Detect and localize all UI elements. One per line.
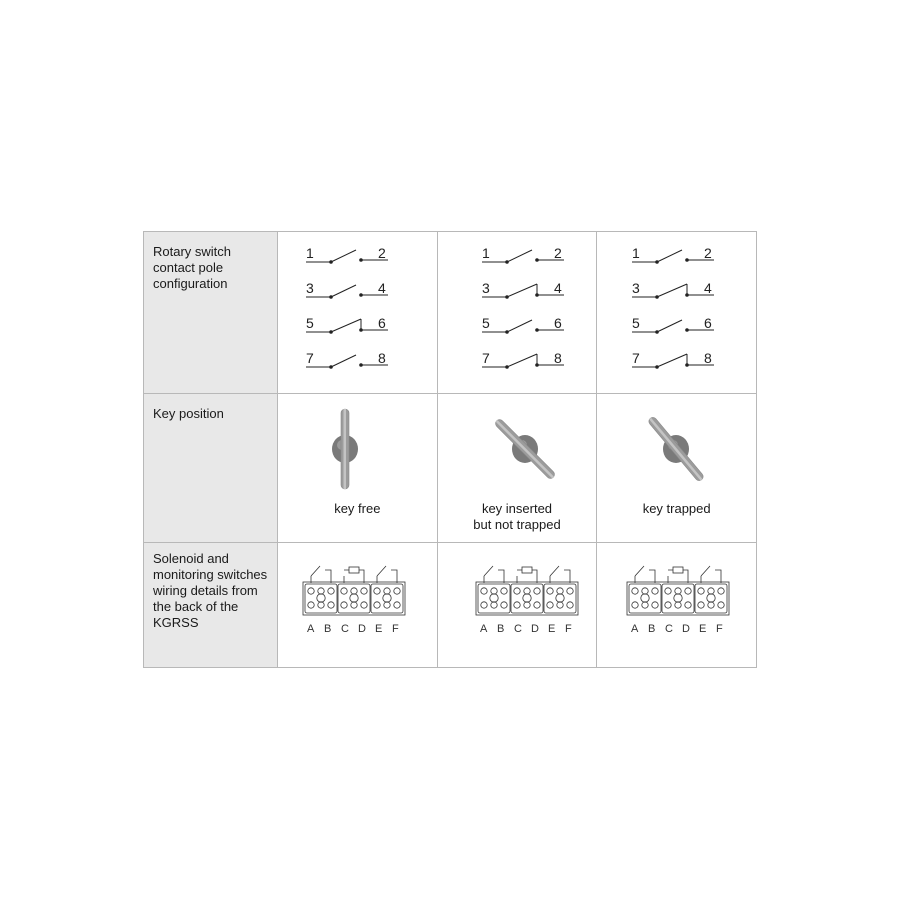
wiring-cell-3	[597, 542, 757, 667]
contact-number: 5	[632, 315, 641, 331]
contact-blade	[507, 320, 532, 332]
contact-number: 7	[306, 350, 314, 366]
screw-terminal	[718, 601, 724, 607]
screw-terminal	[513, 587, 519, 593]
contact-pair	[306, 245, 388, 264]
screw-terminal	[394, 601, 400, 607]
screw-terminal	[384, 587, 390, 593]
key-shaft-highlight	[649, 418, 702, 481]
contact-pair	[306, 350, 388, 369]
center-terminal	[641, 593, 649, 601]
solenoid-coil	[522, 567, 532, 573]
contact-pair	[306, 315, 388, 334]
solenoid-coil	[673, 567, 683, 573]
terminal-block	[627, 582, 729, 615]
screw-terminal	[328, 601, 334, 607]
contact-pair	[482, 245, 564, 264]
contact-blade	[331, 285, 356, 297]
terminal-block	[476, 582, 578, 615]
screw-terminal	[341, 587, 347, 593]
contact-number: 3	[632, 280, 641, 296]
contact-pair	[306, 280, 388, 299]
solenoid-coil	[349, 567, 359, 573]
contact-number: 1	[306, 245, 314, 261]
contact-number: 8	[378, 350, 386, 366]
screw-terminal	[523, 587, 529, 593]
terminal-letter: B	[324, 622, 332, 635]
contact-number: 6	[704, 315, 713, 331]
key-inserted-icon	[438, 394, 615, 494]
key-caption-line: key inserted	[481, 501, 553, 517]
screw-terminal	[652, 587, 658, 593]
center-terminal	[317, 593, 325, 601]
contact-number: 5	[306, 315, 314, 331]
screw-terminal	[513, 601, 519, 607]
contact-diagram	[438, 232, 615, 394]
screw-terminal	[308, 587, 314, 593]
screw-terminal	[556, 587, 562, 593]
row-label-cell	[144, 542, 278, 667]
key-caption	[597, 501, 756, 517]
screw-terminal	[675, 601, 681, 607]
terminal-letter: B	[648, 622, 656, 635]
key-shaft-highlight	[344, 409, 347, 489]
key-shaft-icon	[341, 409, 349, 489]
screw-terminal	[566, 601, 572, 607]
key-caption	[278, 501, 437, 517]
monitoring-switch	[377, 566, 397, 576]
contact-pair	[632, 245, 714, 264]
contact-blade	[657, 320, 682, 332]
center-terminal	[383, 593, 391, 601]
screw-terminal	[480, 601, 486, 607]
contact-pair	[632, 350, 714, 369]
screw-terminal	[490, 587, 496, 593]
screw-terminal	[546, 587, 552, 593]
contact-pair	[632, 280, 714, 299]
screw-terminal	[480, 587, 486, 593]
contact-number: 4	[553, 280, 562, 296]
screw-terminal	[361, 601, 367, 607]
terminal-block	[303, 582, 405, 615]
terminal-letter: A	[307, 622, 315, 635]
terminal-letter: F	[392, 622, 399, 635]
screw-terminal	[665, 601, 671, 607]
key-caption-line: key free	[334, 501, 381, 517]
key-trapped-icon	[597, 394, 744, 494]
monitoring-switch	[311, 566, 331, 576]
contact-blade	[507, 354, 537, 367]
contact-diagram	[278, 232, 433, 394]
key-shaft-icon	[494, 418, 556, 480]
contacts-cell-1	[278, 232, 438, 394]
screw-terminal	[652, 601, 658, 607]
terminal-block-diagram	[597, 543, 744, 668]
screw-terminal	[490, 601, 496, 607]
terminal-letter: A	[631, 622, 639, 635]
screw-terminal	[361, 587, 367, 593]
center-terminal	[674, 593, 682, 601]
contact-number: 8	[704, 350, 713, 366]
terminal-letter: D	[358, 622, 366, 635]
screw-terminal	[308, 601, 314, 607]
center-terminal	[350, 593, 358, 601]
contact-blade	[507, 284, 537, 297]
screw-terminal	[546, 601, 552, 607]
key-caption	[438, 501, 597, 533]
key-caption-line: key trapped	[642, 501, 711, 517]
screw-terminal	[566, 587, 572, 593]
screw-terminal	[351, 587, 357, 593]
contact-pair	[632, 315, 714, 334]
contact-blade	[331, 250, 356, 262]
contact-pair	[482, 280, 564, 299]
screw-terminal	[632, 601, 638, 607]
screw-terminal	[675, 587, 681, 593]
contact-blade	[657, 284, 687, 297]
terminal-block-diagram	[278, 543, 433, 668]
key-shaft-icon	[648, 416, 706, 482]
contacts-cell-2	[437, 232, 597, 394]
terminal-letter: F	[564, 622, 572, 635]
screw-terminal	[665, 587, 671, 593]
terminal-letter: E	[375, 622, 383, 635]
contact-number: 3	[481, 280, 490, 296]
contact-blade	[331, 319, 361, 332]
screw-terminal	[351, 601, 357, 607]
screw-terminal	[318, 601, 324, 607]
wiring-cell-1	[278, 542, 438, 667]
terminal-letter: B	[496, 622, 504, 635]
contact-number: 4	[704, 280, 713, 296]
contact-number: 2	[704, 245, 713, 261]
screw-terminal	[500, 601, 506, 607]
monitoring-switch	[550, 566, 570, 576]
contact-number: 7	[481, 350, 490, 366]
terminal-letter: E	[547, 622, 555, 635]
terminal-letter: C	[513, 622, 522, 635]
screw-terminal	[384, 601, 390, 607]
contact-number: 3	[306, 280, 314, 296]
contact-diagram	[597, 232, 744, 394]
contact-number: 4	[378, 280, 386, 296]
terminal-letter: C	[341, 622, 349, 635]
contact-number: 6	[553, 315, 562, 331]
contact-number: 7	[632, 350, 641, 366]
monitoring-switch	[701, 566, 721, 576]
screw-terminal	[556, 601, 562, 607]
row-label-cell	[144, 394, 278, 542]
contact-blade	[507, 250, 532, 262]
wiring-row-label: Solenoid and monitoring switches wiring details from the back of the KGRSS	[153, 550, 268, 630]
center-terminal	[707, 593, 715, 601]
screw-terminal	[698, 587, 704, 593]
center-terminal	[489, 593, 497, 601]
contact-pair	[482, 315, 564, 334]
screw-terminal	[685, 587, 691, 593]
screw-terminal	[718, 587, 724, 593]
screw-terminal	[500, 587, 506, 593]
contacts-cell-3	[597, 232, 757, 394]
contact-number: 2	[553, 245, 562, 261]
screw-terminal	[642, 587, 648, 593]
contact-number: 1	[632, 245, 641, 261]
wiring-cell-2	[437, 542, 597, 667]
terminal-letter: C	[665, 622, 674, 635]
center-terminal	[522, 593, 530, 601]
contact-blade	[657, 250, 682, 262]
terminal-letter: A	[479, 622, 487, 635]
key-row-label: Key position	[153, 406, 224, 422]
terminal-letter: F	[716, 622, 724, 635]
screw-terminal	[318, 587, 324, 593]
screw-terminal	[708, 587, 714, 593]
screw-terminal	[708, 601, 714, 607]
screw-terminal	[533, 601, 539, 607]
screw-terminal	[533, 587, 539, 593]
terminal-block-diagram	[438, 543, 615, 668]
screw-terminal	[685, 601, 691, 607]
screw-terminal	[374, 587, 380, 593]
screw-terminal	[642, 601, 648, 607]
contact-blade	[657, 354, 687, 367]
monitoring-switch	[635, 566, 655, 576]
contact-number: 2	[378, 245, 386, 261]
row-label-cell	[144, 232, 278, 394]
terminal-letter: D	[530, 622, 539, 635]
contact-number: 5	[481, 315, 490, 331]
contact-blade	[331, 355, 356, 367]
contact-number: 6	[378, 315, 386, 331]
screw-terminal	[374, 601, 380, 607]
key-shaft-highlight	[495, 420, 553, 478]
screw-terminal	[523, 601, 529, 607]
screw-terminal	[632, 587, 638, 593]
contact-pair	[482, 350, 564, 369]
contact-number: 8	[553, 350, 562, 366]
screw-terminal	[341, 601, 347, 607]
terminal-letter: D	[682, 622, 691, 635]
screw-terminal	[698, 601, 704, 607]
screw-terminal	[328, 587, 334, 593]
key-free-icon	[278, 394, 433, 494]
key-cell-3	[597, 394, 757, 542]
key-caption-line: but not trapped	[473, 517, 561, 533]
screw-terminal	[394, 587, 400, 593]
spec-table	[143, 231, 757, 668]
monitoring-switch	[484, 566, 504, 576]
key-cell-2	[437, 394, 597, 542]
key-cell-1	[278, 394, 438, 542]
terminal-letter: E	[699, 622, 707, 635]
contact-number: 1	[481, 245, 490, 261]
center-terminal	[555, 593, 563, 601]
contacts-row-label: Rotary switch contact pole configuration	[153, 244, 232, 291]
